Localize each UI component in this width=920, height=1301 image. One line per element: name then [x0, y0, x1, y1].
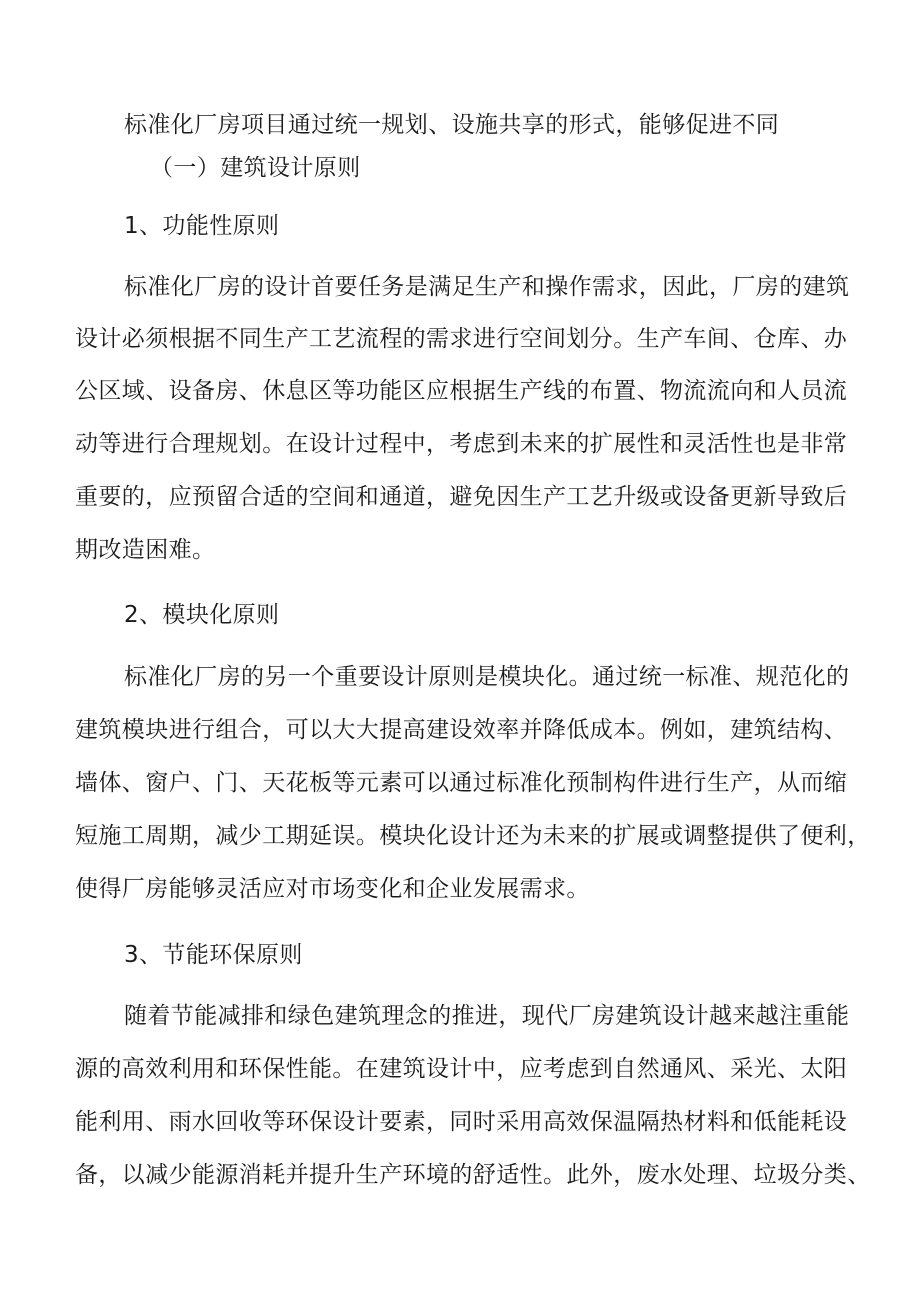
paragraph-line: 源的高效利用和环保性能。在建筑设计中，应考虑到自然通风、采光、太阳 — [75, 1056, 848, 1082]
paragraph-line: 使得厂房能够灵活应对市场变化和企业发展需求。 — [75, 876, 590, 902]
paragraph-line: 重要的，应预留合适的空间和通道，避免因生产工艺升级或设备更新导致后 — [75, 484, 848, 510]
paragraph-line: 标准化厂房的设计首要任务是满足生产和操作需求，因此，厂房的建筑 — [124, 274, 850, 300]
section-heading: （一）建筑设计原则 — [150, 155, 361, 181]
paragraph-line: 短施工周期，减少工期延误。模块化设计还为未来的扩展或调整提供了便利， — [75, 823, 871, 849]
paragraph-line: 期改造困难。 — [75, 537, 216, 563]
subsection-heading-modular: 2、模块化原则 — [124, 602, 280, 628]
paragraph-line: 标准化厂房的另一个重要设计原则是模块化。通过统一标准、规范化的 — [124, 664, 850, 690]
paragraph-line: 建筑模块进行组合，可以大大提高建设效率并降低成本。例如，建筑结构、 — [75, 717, 848, 743]
paragraph-line: 动等进行合理规划。在设计过程中，考虑到未来的扩展性和灵活性也是非常 — [75, 431, 848, 457]
paragraph-line: 备，以减少能源消耗并提升生产环境的舒适性。此外，废水处理、垃圾分类、 — [75, 1162, 871, 1188]
subsection-heading-functional: 1、功能性原则 — [124, 213, 280, 239]
paragraph-line: 墙体、窗户、门、天花板等元素可以通过标准化预制构件进行生产，从而缩 — [75, 770, 848, 796]
paragraph-line: 能利用、雨水回收等环保设计要素，同时采用高效保温隔热材料和低能耗设 — [75, 1109, 848, 1135]
paragraph-line: 随着节能减排和绿色建筑理念的推进，现代厂房建筑设计越来越注重能 — [124, 1003, 850, 1029]
intro-paragraph-line: 标准化厂房项目通过统一规划、设施共享的形式，能够促进不同 — [124, 112, 780, 138]
paragraph-line: 设计必须根据不同生产工艺流程的需求进行空间划分。生产车间、仓库、办 — [75, 326, 848, 352]
paragraph-line: 公区域、设备房、休息区等功能区应根据生产线的布置、物流流向和人员流 — [75, 378, 848, 404]
subsection-heading-energy: 3、节能环保原则 — [124, 942, 303, 968]
